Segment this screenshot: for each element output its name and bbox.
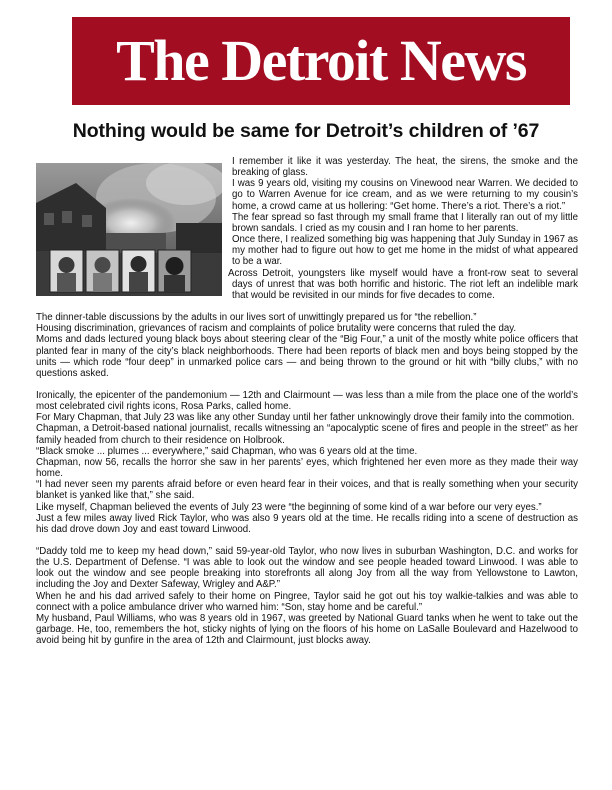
paragraph: Like myself, Chapman believed the events of July 23 were “the beginning of some kind of a war before our very eyes.” bbox=[36, 501, 542, 513]
paragraph-gap bbox=[36, 301, 578, 312]
paragraph: “I had never seen my parents afraid before or even heard fear in their voices, and that is really something when your security blanket is yanked like that,” she said. bbox=[36, 479, 578, 502]
paragraph: Chapman, now 56, recalls the horror she saw in her parents’ eyes, which frightened her even more as they made their way home. bbox=[36, 456, 578, 480]
paragraph: Housing discrimination, grievances of racism and complaints of police brutality were concerns that ruled the day. bbox=[36, 323, 517, 335]
paragraph: The dinner-table discussions by the adults in our lives sort of unwittingly prepared us for “the rebellion.” bbox=[36, 312, 477, 324]
paragraph: Moms and dads lectured young black boys about steering clear of the “Big Four,” a unit of the mostly white police officers that planted fear in many of the city’s black neighborhoods. There had been reports of black men and boys being stopped by the units — which rode “four deep” in unmarked police cars — and being thrown to the ground or hit with “billy clubs,” with no questions asked. bbox=[36, 334, 578, 379]
paragraph: “Black smoke ... plumes ... everywhere,” said Chapman, who was 6 years old at the time. bbox=[36, 445, 418, 457]
paragraph: The fear spread so fast through my small frame that I literally ran out of my little brown sandals. I cried as my cousin and I ran home to her parents. bbox=[232, 211, 578, 234]
riot-fire-photo-icon bbox=[36, 163, 222, 296]
child-portrait-2 bbox=[86, 250, 119, 292]
paragraph: I remember it like it was yesterday. The heat, the sirens, the smoke and the breaking of glass. bbox=[232, 156, 578, 179]
child-portrait-3 bbox=[122, 250, 155, 292]
paragraph: My husband, Paul Williams, who was 8 years old in 1967, was greeted by National Guard tanks when he went to take out the garbage. He, too, remembers the hot, sticky nights of lying on the floors of his home on LaSalle Boulevard and Hazelwood to avoid being hit by gunfire in the area of 12th and Clairmount, just blocks away. bbox=[36, 612, 578, 647]
child-portrait-1 bbox=[50, 250, 83, 292]
paragraph: Across Detroit, youngsters like myself would have a front-row seat to several days of unrest that was both horrific and historic. The riot left an indelible mark that would be revisited in our minds for five decades to come. bbox=[228, 267, 578, 301]
masthead-title: The Detroit News bbox=[116, 28, 526, 93]
headline: Nothing would be same for Detroit’s children of ’67 bbox=[72, 120, 540, 142]
paragraph: Once there, I realized something big was happening that July Sunday in 1967 as my mother had to figure out how to get me home in the midst of what appeared to be a war. bbox=[232, 234, 578, 268]
paragraph: Just a few miles away lived Rick Taylor, who was also 9 years old at the time. He recalls riding into a scene of destruction as his dad drove down Joy and east toward Linwood. bbox=[36, 512, 578, 535]
paragraph-gap bbox=[36, 535, 578, 546]
masthead bbox=[72, 17, 570, 105]
paragraph: Chapman, a Detroit-based national journalist, recalls witnessing an “apocalyptic scene of fires and people in the street” as her family headed from church to their residence on Holbrook. bbox=[36, 423, 578, 446]
paragraph: Ironically, the epicenter of the pandemonium — 12th and Clairmount — was less than a mile from the place one of the world’s most celebrated civil rights icons, Rosa Parks, called home. bbox=[36, 389, 578, 413]
paragraph: “Daddy told me to keep my head down,” said 59-year-old Taylor, who now lives in suburban Washington, D.C. and works for the U.S. Department of Defense. “I was able to look out the window and see people headed toward Linwood. I was able to look out the window and see people breaking into storefronts all along Joy from all the way from Yellowstone to Lawton, including the Joy and Dexter Safeway, Wrigley and A&P.” bbox=[36, 546, 578, 591]
paragraph-gap bbox=[36, 379, 578, 390]
article-body bbox=[36, 156, 578, 646]
paragraph: I was 9 years old, visiting my cousins on Vinewood near Warren. We decided to go to Warren Avenue for ice cream, and as we were returning to my cousin’s home, a crowd came at us hollering: “Get home. There’s a riot. There’s a riot.” bbox=[232, 178, 578, 212]
child-portrait-4 bbox=[158, 250, 191, 292]
paragraph: For Mary Chapman, that July 23 was like any other Sunday until her father unknowingly drove their family into the commotion. bbox=[36, 412, 575, 424]
paragraph: When he and his dad arrived safely to their home on Pingree, Taylor said he got out his toy walkie-talkies and was able to connect with a police ambulance driver who warned him: “Son, stay home and be careful.” bbox=[36, 590, 578, 613]
